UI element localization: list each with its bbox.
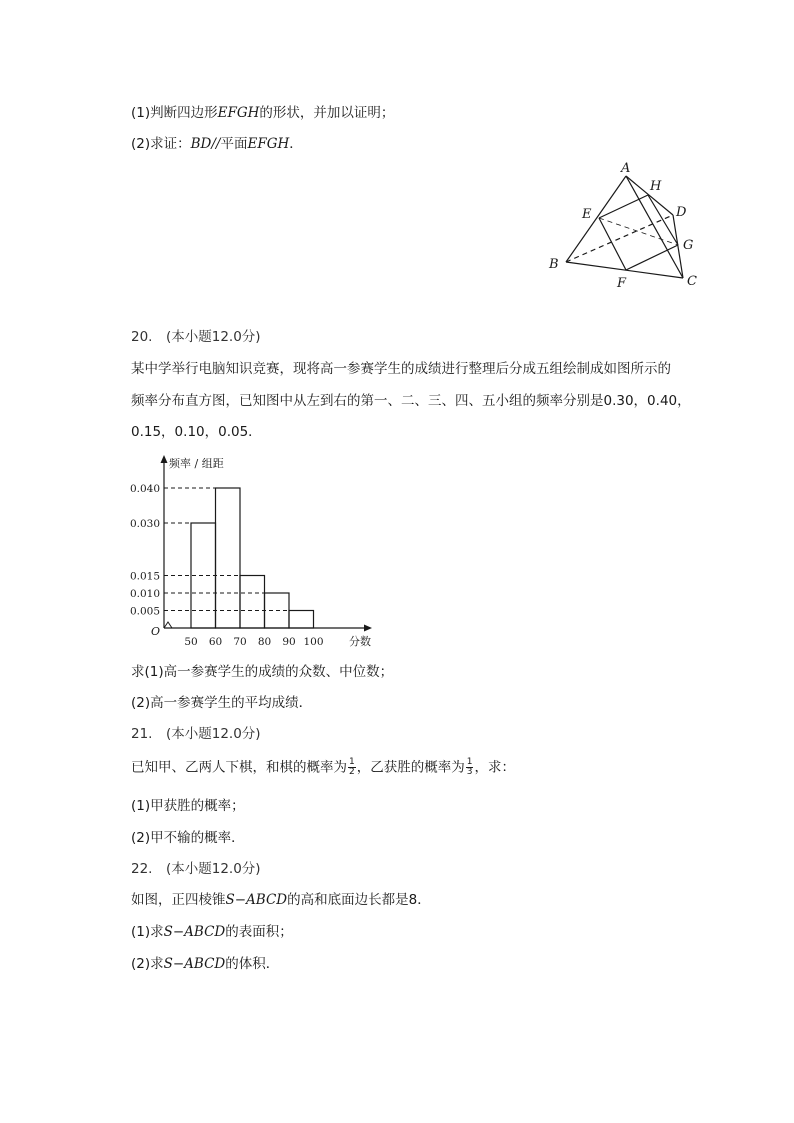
fraction-one-third: $\frac{1}{3}$ (466, 757, 473, 777)
q22-text: 如图，正四棱锥S−ABCD的高和底面边长都是8． (131, 892, 431, 908)
label-E: E (582, 207, 592, 222)
origin-label: O (151, 625, 161, 638)
q19-part1: (1)判断四边形EFGH的形状，并加以证明； (131, 105, 395, 121)
q20-ask1: 求(1)高一参赛学生的成绩的众数、中位数； (131, 664, 394, 680)
bar-70-80 (240, 576, 265, 629)
y-axis-title: 频率 / 组距 (169, 457, 224, 470)
q20-heading: 20. (本小题12.0分) (131, 329, 261, 345)
q22-ask2: (2)求S−ABCD的体积． (131, 956, 280, 972)
q22-ask1: (1)求S−ABCD的表面积； (131, 924, 293, 940)
x-tick-label: 90 (282, 636, 296, 648)
q21-text: 已知甲、乙两人下棋，和棋的概率为 $\frac{1}{2}$ ，乙获胜的概率为 $\frac{1}{3}$ ，求： (131, 757, 515, 777)
label-D: D (676, 205, 687, 220)
y-tick-label: 0.040 (129, 483, 160, 495)
q19-part2: (2)求证：BD//平面EFGH． (131, 136, 303, 152)
x-tick-label: 50 (184, 636, 198, 648)
label-A: A (621, 161, 631, 176)
y-tick-label: 0.010 (129, 588, 160, 600)
label-G: G (683, 238, 694, 253)
q21-ask2: (2)甲不输的概率． (131, 830, 245, 846)
y-tick-label: 0.030 (129, 518, 160, 530)
x-tick-label: 60 (208, 636, 223, 648)
q20-text-line3: 0.15，0.10，0.05． (131, 424, 262, 440)
label-B: B (549, 257, 559, 272)
x-tick-label: 70 (233, 636, 247, 648)
y-axis-arrow-icon (161, 455, 168, 463)
x-axis-arrow-icon (364, 625, 372, 632)
tetrahedron-figure (540, 158, 710, 293)
label-F: F (617, 276, 627, 291)
y-tick-label: 0.015 (129, 570, 160, 583)
frequency-histogram (120, 452, 380, 652)
q20-ask2: (2)高一参赛学生的平均成绩． (131, 695, 313, 711)
q20-text-line1: 某中学举行电脑知识竞赛，现将高一参赛学生的成绩进行整理后分成五组绘制成如图所示的 (131, 361, 671, 377)
axis-break-mark (164, 622, 172, 628)
q20-text-line2: 频率分布直方图，已知图中从左到右的第一、二、三、四、五小组的频率分别是0.30，0.40， (131, 393, 691, 409)
q21-heading: 21. (本小题12.0分) (131, 726, 261, 742)
bar-60-70 (216, 488, 241, 628)
x-tick-label: 80 (257, 636, 272, 648)
label-H: H (650, 179, 662, 194)
label-C: C (687, 274, 697, 289)
x-axis-title: 分数 (349, 635, 371, 648)
fraction-one-half: $\frac{1}{2}$ (349, 757, 355, 777)
q21-ask1: (1)甲获胜的概率； (131, 798, 245, 814)
q22-heading: 22. (本小题12.0分) (131, 861, 261, 877)
y-tick-label: 0.005 (129, 605, 160, 618)
bar-90-100 (289, 611, 314, 629)
x-tick-label: 100 (303, 636, 324, 648)
